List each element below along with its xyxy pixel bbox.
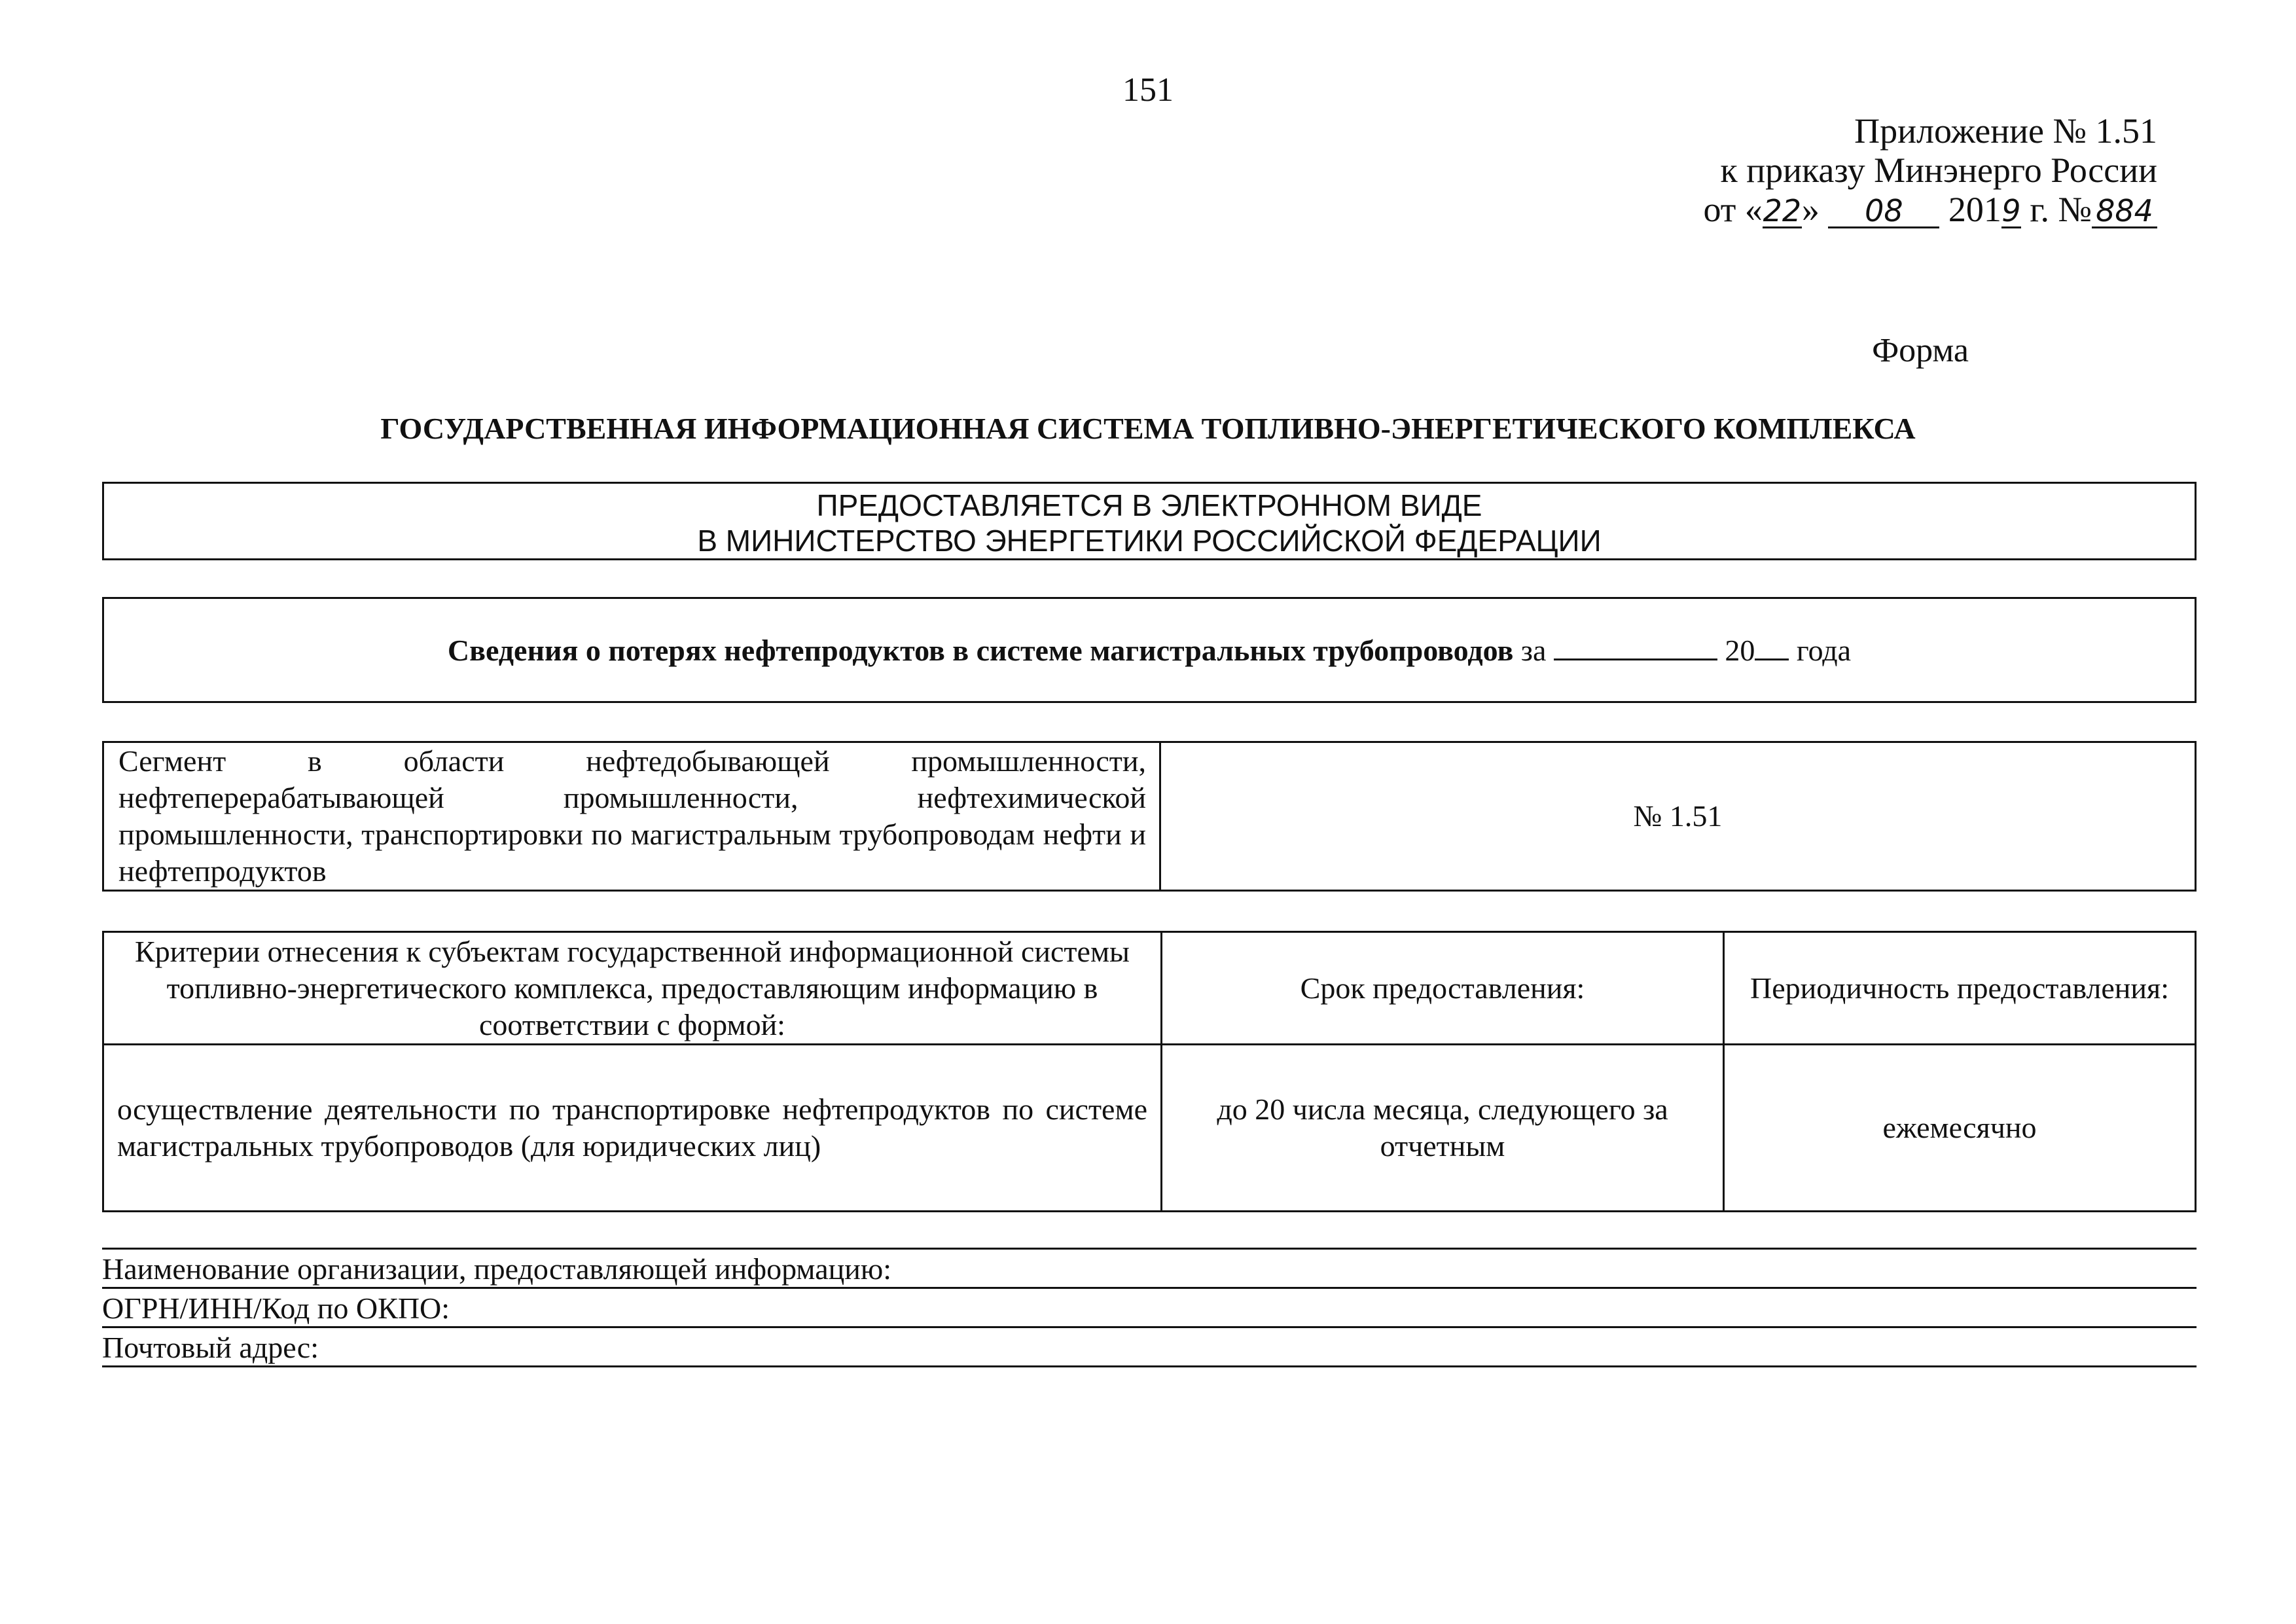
appendix-order-number: 884 [2092, 195, 2157, 228]
frequency-header: Периодичность предоставления: [1724, 932, 2196, 1045]
form-label: Форма [1872, 332, 1969, 369]
appendix-year-digit: 9 [2001, 193, 2021, 228]
year-blank[interactable] [1755, 632, 1789, 660]
organization-block [102, 1248, 2197, 1367]
period-blank[interactable] [1554, 632, 1717, 660]
electronic-line-2: В МИНИСТЕРСТВО ЭНЕРГЕТИКИ РОССИЙСКОЙ ФЕДЕРАЦИИ [697, 524, 1602, 558]
appendix-block [1704, 111, 2157, 229]
postal-address-field[interactable] [102, 1326, 2197, 1367]
organization-name-label: Наименование организации, предоставляющей информацию: [102, 1252, 891, 1286]
appendix-year-prefix: 201 [1948, 190, 2001, 229]
report-suffix: года [1789, 634, 1852, 667]
page-number: 151 [1122, 71, 1174, 109]
criteria-table [102, 931, 2197, 1212]
appendix-line-2: к приказу Минэнерго России [1720, 151, 2157, 190]
report-title-box [102, 597, 2197, 703]
criteria-value: осуществление деятельности по транспортировке нефтепродуктов по системе магистральных трубопроводов (для юридических лиц) [103, 1045, 1162, 1212]
appendix-close-quote: » [1801, 190, 1820, 229]
appendix-year-suffix: г. № [2020, 190, 2092, 229]
segment-description: Сегмент в области нефтедобывающей промышленности, нефтеперерабатывающей промышленности, нефтехимической промышленности, транспортировки по магистральным трубопроводам нефти и нефтепродуктов [103, 742, 1160, 891]
appendix-date-prefix: от « [1703, 190, 1763, 229]
appendix-line-3 [1704, 190, 2157, 229]
report-za: за [1513, 634, 1554, 667]
segment-form-number: № 1.51 [1160, 742, 2196, 891]
frequency-value: ежемесячно [1724, 1045, 2196, 1212]
deadline-value: до 20 числа месяца, следующего за отчетным [1162, 1045, 1724, 1212]
electronic-submission-box [102, 482, 2197, 560]
report-year-prefix: 20 [1717, 634, 1755, 667]
system-title: ГОСУДАРСТВЕННАЯ ИНФОРМАЦИОННАЯ СИСТЕМА ТОПЛИВНО-ЭНЕРГЕТИЧЕСКОГО КОМПЛЕКСА [380, 412, 1916, 445]
electronic-line-1: ПРЕДОСТАВЛЯЕТСЯ В ЭЛЕКТРОННОМ ВИДЕ [816, 488, 1482, 522]
segment-table [102, 741, 2197, 892]
criteria-header: Критерии отнесения к субъектам государственной информационной системы топливно-энергетического комплекса, предоставляющим информацию в соответствии с формой: [103, 932, 1162, 1045]
organization-ids-label: ОГРН/ИНН/Код по ОКПО: [102, 1291, 450, 1325]
postal-address-label: Почтовый адрес: [102, 1331, 319, 1364]
organization-name-field[interactable] [102, 1248, 2197, 1287]
organization-ids-field[interactable] [102, 1287, 2197, 1326]
appendix-month: 08 [1828, 195, 1939, 228]
deadline-header: Срок предоставления: [1162, 932, 1724, 1045]
report-title: Сведения о потерях нефтепродуктов в системе магистральных трубопроводов [447, 634, 1514, 667]
appendix-day: 22 [1763, 193, 1802, 228]
appendix-line-1: Приложение № 1.51 [1854, 111, 2157, 151]
